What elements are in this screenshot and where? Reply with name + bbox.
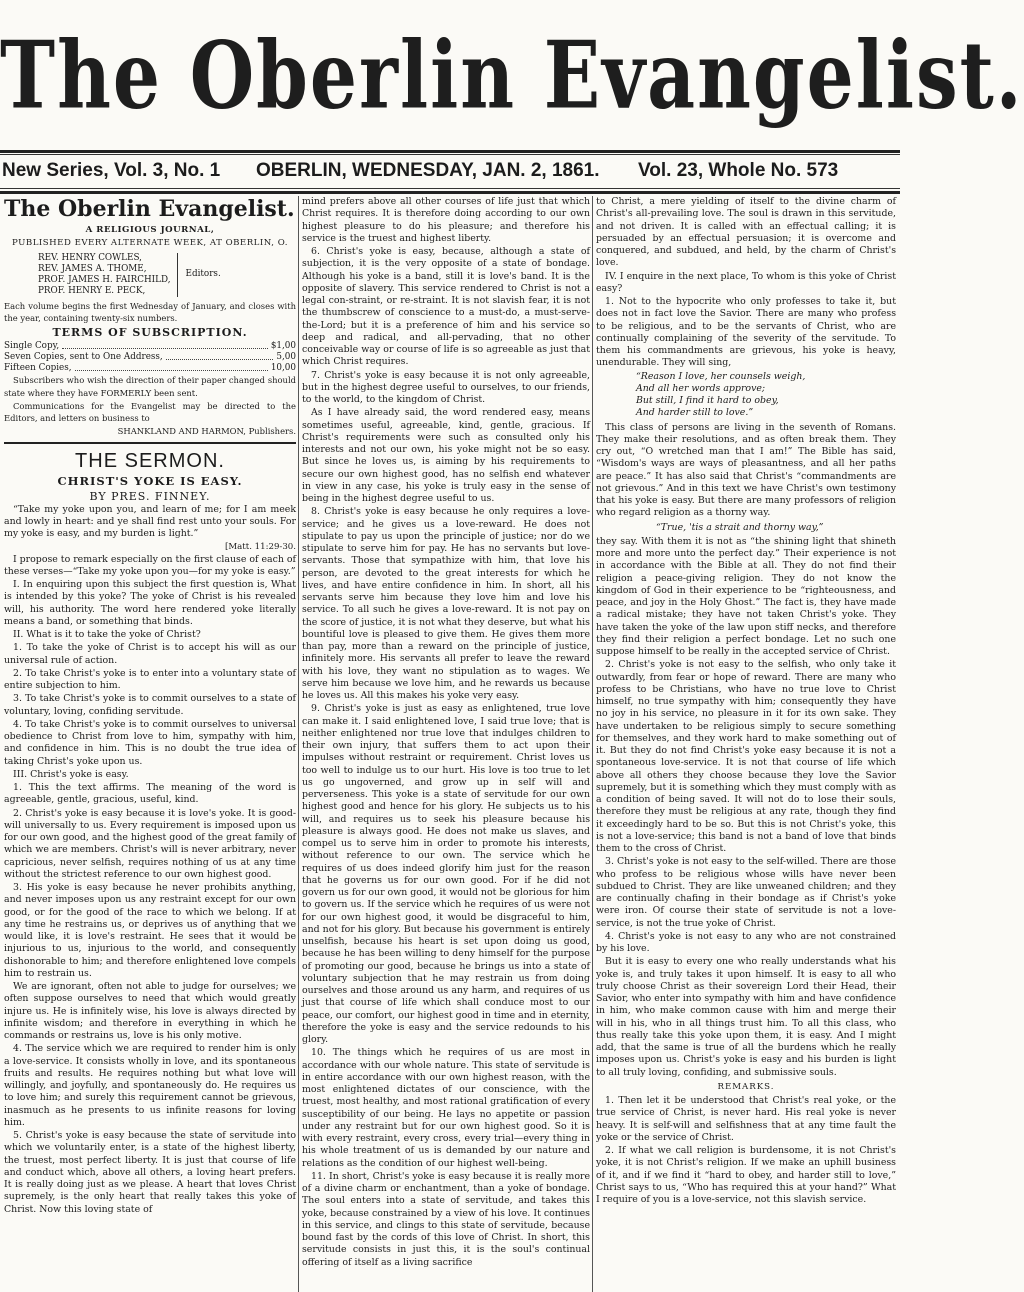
sermon-paragraph: This class of persons are living in the seventh of Romans. They make their resolutions, and as often break them. They cry out, “O wretched man that I am!” The Bible has said, “Wisdom's ways are ways of pleasantness, and all her paths are peace.” It has also said that Christ's “commandments are not grievous.” And in this text we have Christ's own testimony that his yoke is easy. But there are many professors of religion who regard religion as a thorny way. <box>596 421 896 519</box>
remarks-heading: REMARKS. <box>717 1081 775 1092</box>
scripture-citation: [Matt. 11:29-30. <box>225 542 296 553</box>
sermon-paragraph: they say. With them it is not as “the shining light that shineth more and more unto the perfect day.” Their experience is not in accordance with the Bible at all. They do not find their religion a peace-giving religion. They do not know the kingdom of God in their experience to be “righteousness, and peace, and joy in the Holy Ghost.” The fact is, they have made a radical mistake; they have not taken Christ's yoke. They have taken the yoke of the law upon stiff necks, and therefore they find their religion a perfect bondage. Let no such one suppose himself to be really in the accepted service of Christ. <box>596 535 896 657</box>
sermon-paragraph: 6. Christ's yoke is easy, because, although a state of subjection, it is the very opposite of a state of bondage. Although his yoke is a band, still it is love's band. It is the opposite of slavery. This service rendered to Christ is not a legal con-straint, or re-straint. It is not slavish fear, it is not the thumbscrew of conscience to a must-do, a must-serve-the-Lord; but it is a preference of him and his service so deep and radical, and all-pervading, that no other conceivable way or course of life is so agreeable as just that which Christ requires. <box>302 246 590 368</box>
issue-volume: Vol. 23, Whole No. 573 <box>638 160 839 181</box>
sermon-paragraph: I propose to remark especially on the first clause of each of these verses—“Take my yoke upon you—for my yoke is easy.” <box>4 553 296 577</box>
price-label: Seven Copies, sent to One Address, <box>4 352 163 363</box>
price-row <box>4 363 296 374</box>
editors-label: Editors. <box>185 269 221 279</box>
editor-name: REV. JAMES A. THOME, <box>38 263 147 274</box>
masthead-rule-top-thin <box>0 154 900 155</box>
sermon-paragraph: III. Christ's yoke is easy. <box>13 768 129 780</box>
sermon-paragraph: I. In enquiring upon this subject the first question is, What is intended by this yoke? The yoke of Christ is his revealed will, his authority. The word here rendered yoke literally means a band, or something that binds. <box>4 579 296 627</box>
box-subtitle: A RELIGIOUS JOURNAL, <box>85 225 215 235</box>
issue-series: New Series, Vol. 3, No. 1 <box>2 160 221 181</box>
sermon-paragraph: to Christ, a mere yielding of itself to the divine charm of Christ's all-prevailing love. The soul is drawn in this servitude, and not driven. It is called with an effectual calling; it is persuaded by an effectual persuasion; it is overcome and conquered, and subdued, and held, by the charm of Christ's love. <box>596 196 896 269</box>
publishers: SHANKLAND AND HARMON, Publishers. <box>117 426 296 437</box>
change-address-note: Subscribers who wish the direction of their paper changed should state where they have FORMERLY been sent. <box>4 375 296 398</box>
sermon-paragraph: But it is easy to every one who really understands what his yoke is, and truly takes it upon himself. It is easy to all who truly choose Christ as their sovereign Lord their Head, their Savior, who enter into sympathy with him and have confidence in him, who make common cause with him and merge their will in his, who in all things trust him. To all this class, who thus really take this yoke upon them, it is easy. And I might add, that the same is true of all the burdens which he really imposes upon us. Christ's yoke is easy and his burden is light to all truly loving, confiding, and submissive souls. <box>596 956 896 1078</box>
hymn-line: “True, 'tis a strait and thorny way,” <box>656 521 824 533</box>
sermon-heading: THE SERMON. <box>75 449 225 472</box>
sermon-byline: BY PRES. FINNEY. <box>89 489 211 503</box>
editors-block <box>4 253 296 297</box>
sermon-paragraph: 2. Christ's yoke is easy because it is love's yoke. It is good-will universally to us. Every requirement is imposed upon us for our own good, and the highest good of the great family of which we are members. Christ's will is never arbitrary, never capricious, never selfish, requires nothing of us at any time without the strictest reference to our own highest good. <box>4 807 296 880</box>
hymn-line: And harder still to love.” <box>636 407 754 419</box>
sermon-paragraph: As I have already said, the word rendered easy, means sometimes useful, agreeable, kind, gentle, gracious. If Christ's requirements were such as consulted only his interests and not our own, his yoke might not be so easy. But since he loves us, is aiming by his requirements to secure our own highest good, has no selfish end whatever in view in any case, his yoke is truly easy in the sense of being in the highest degree useful to us. <box>302 407 590 504</box>
hymn-line: “Reason I love, her counsels weigh, <box>636 370 806 382</box>
box-divider <box>4 442 296 444</box>
editor-name: PROF. JAMES H. FAIRCHILD, <box>38 274 171 285</box>
terms-heading: TERMS OF SUBSCRIPTION. <box>52 326 248 339</box>
issue-rule-2 <box>0 191 900 194</box>
column-1 <box>4 196 296 1292</box>
sermon-paragraph: 9. Christ's yoke is just as easy as enlightened, true love can make it. I said enlightened love, I said true love; that is neither enlightened nor true love that indulges children to their own injury, that suffers them to act upon their impulses without restraint or requirement. Christ loves us too well to indulge us to our hurt. His love is too true to let us go ungoverned, and grow up in self will and perverseness. This yoke is a state of servitude for our own highest good and hence for his glory. He subjects us to his will, and requires us to seek his pleasure because his pleasure is always good. He does not make us slaves, and compel us to serve him in order to promote his interests, without reference to our own. The service which he requires of us does indeed glorify him just for the reason that he governs us for our own good. For if he did not govern us for our own good, it would not be glorious for him to govern us. If the service which he requires of us were not for our own highest good, it would be disgraceful to him, and not for his glory. But because his government is entirely unselfish, because his heart is set upon doing us good, because he has been willing to deny himself for the purpose of promoting our good, because he brings us into a state of voluntary subjection that he may restrain us from doing ourselves and those around us any harm, and requires of us just that course of life which shall conduce most to our peace, our comfort, our highest good in time and in eternity, therefore the yoke is easy and the service redounds to his glory. <box>302 703 590 1045</box>
sermon-paragraph: 5. Christ's yoke is easy because the state of servitude into which we voluntarily enter, is a state of the highest liberty, the truest, most perfect liberty. It is just that course of life and conduct which, above all others, a loving heart prefers. It is really doing just as we please. A heart that loves Christ supremely, is the only heart that really takes this yoke of Christ. Now this loving state of <box>4 1130 296 1215</box>
sermon-paragraph: 1. Not to the hypocrite who only professes to take it, but does not in fact love the Savior. There are many who profess to be religious, and to be the servants of Christ, who are continually complaining of the severity of the servitude. To them his commandments are grievous, his yoke is heavy, unendurable. They will sing, <box>596 296 896 369</box>
sermon-title: CHRIST'S YOKE IS EASY. <box>57 473 243 488</box>
sermon-paragraph: 4. To take Christ's yoke is to commit ourselves to universal obedience to Christ from love to him, sympathy with him, and confidence in him. This is no doubt the true idea of taking Christ's yoke upon us. <box>4 718 296 767</box>
box-title: The Oberlin Evangelist. <box>4 196 295 222</box>
sermon-paragraph: 8. Christ's yoke is easy because he only requires a love-service; and he gives us a love-reward. He does not stipulate to pay us upon the principle of justice; nor do we stipulate to serve him for pay. He has no servants but love-servants. Those that sympathize with him, that love his person, are devoted to the great interests for which he lives, and have entire confidence in him. In short, all his servants serve him because they love him and love his service. To all such he gives a love-reward. It is not pay on the score of justice, it is not what they deserve, but what his bountiful love is pleased to give them. He gives them more than pay, more than a reward on the principle of justice, infinitely more. His servants all prefer to leave the reward with his love, they want no stipulation as to wages. We serve him because we love him, and he rewards us because he loves us. All this makes his yoke very easy. <box>302 506 590 701</box>
price-row <box>4 341 296 352</box>
sermon-paragraph: 3. Christ's yoke is not easy to the self-willed. There are those who profess to be religious whose wills have never been subdued to Christ. They are like unweaned children; and they are continually chafing in their bondage as if Christ's yoke were iron. Of course their state of servitude is not a love-service, is not the true yoke of Christ. <box>596 856 896 929</box>
price-value: 5,00 <box>276 352 296 363</box>
price-row <box>4 352 296 363</box>
sermon-paragraph: II. What is it to take the yoke of Christ? <box>13 629 201 640</box>
sermon-paragraph: 1. This the text affirms. The meaning of the word is agreeable, gentle, gracious, useful, kind. <box>4 782 296 806</box>
hymn-line: But still, I find it hard to obey, <box>636 395 779 406</box>
column-2 <box>302 196 590 1292</box>
issue-place-date: OBERLIN, WEDNESDAY, JAN. 2, 1861. <box>256 160 600 181</box>
volume-note: Each volume begins the first Wednesday of January, and closes with the year, containing twenty-six numbers. <box>4 300 296 323</box>
hymn-line: And all her words approve; <box>636 382 766 394</box>
sermon-paragraph: 7. Christ's yoke is easy because it is not only agreeable, but in the highest degree useful to ourselves, to our friends, to the world, to the kingdom of Christ. <box>302 369 590 405</box>
sermon-paragraph: 3. To take Christ's yoke is to commit ourselves to a state of voluntary, loving, confiding servitude. <box>4 693 296 717</box>
sermon-paragraph: 4. The service which we are required to render him is only a love-service. It consists wholly in love, and its spontaneous fruits and results. He requires nothing but what love will willingly, and joyfully, and spontaneously do. He requires us to love him; and surely this requirement cannot be grievous, inasmuch as he presents to us infinite reasons for loving him. <box>4 1043 296 1128</box>
masthead-title: The Oberlin Evangelist. <box>0 22 1024 130</box>
box-published: PUBLISHED EVERY ALTERNATE WEEK, AT OBERLIN, O. <box>12 238 288 249</box>
sermon-paragraph: 4. Christ's yoke is not easy to any who are not constrained by his love. <box>596 930 896 954</box>
sermon-paragraph: mind prefers above all other courses of life just that which Christ requires. It is therefore doing according to our own highest pleasure to do his pleasure; and therefore his service is the truest and highest liberty. <box>302 196 590 244</box>
sermon-paragraph: 11. In short, Christ's yoke is easy because it is really more of a divine charm or enchantment, than a yoke of bondage. The soul enters into a state of servitude, and takes this yoke, because constrained by a view of his love. It continues in this service, and clings to this state of servitude, because bound fast by the cords of this love of Christ. In short, this servitude consists in just this, it is the soul's continual offering of itself as a living sacrifice <box>302 1170 590 1268</box>
editor-name: PROF. HENRY E. PECK, <box>38 285 146 296</box>
issue-line <box>0 156 900 186</box>
issue-rule-1 <box>0 188 900 189</box>
sermon-paragraph: 10. The things which he requires of us are most in accordance with our whole nature. This state of servitude is in entire accordance with our own highest reason, with the most enlightened dictates of our conscience, with the truest, most healthy, and most rational gratification of every susceptibility of our being. He lays no appetite or passion under any restraint but for our own highest good. So it is with every restraint, every cross, every trial—every thing in his whole treatment of us is demanded by our nature and relations as the condition of our highest well-being. <box>302 1047 590 1169</box>
column-divider-1 <box>298 196 299 1292</box>
price-label: Single Copy, <box>4 341 60 352</box>
price-value: 10,00 <box>270 363 296 374</box>
column-3 <box>596 196 896 1292</box>
price-value: $1,00 <box>270 341 296 352</box>
sermon-paragraph: 3. His yoke is easy because he never prohibits anything, and never imposes upon us any restraint except for our own good, or for the good of the race to which we belong. If at any time he restrains us, or deprives us of anything that we would like, it is love's restraint. He sees that it would be injurious to us, injurious to the world, and consequently dishonorable to him; and therefore enlightened love compels him to restrain us. <box>4 882 296 979</box>
sermon-paragraph: We are ignorant, often not able to judge for ourselves; we often suppose ourselves to need that which would greatly injure us. He is infinitely wise, his love is always directed by infinite wisdom; and therefore in everything in which he commands or restrains us, love is his only motive. <box>4 981 296 1041</box>
scripture-text: “Take my yoke upon you, and learn of me; for I am meek and lowly in heart: and ye shall find rest unto your souls. For my yoke is easy, and my burden is light.” <box>4 503 296 539</box>
sermon-paragraph: IV. I enquire in the next place, To whom is this yoke of Christ easy? <box>596 270 896 294</box>
sermon-paragraph: 2. To take Christ's yoke is to enter into a voluntary state of entire subjection to him. <box>4 667 296 691</box>
sermon-paragraph: 1. To take the yoke of Christ is to accept his will as our universal rule of action. <box>4 642 296 666</box>
sermon-paragraph: 2. Christ's yoke is not easy to the selfish, who only take it outwardly, from fear or hope of reward. There are many who profess to be Christians, who have no true love to Christ himself, no true sympathy with him; consequently they have no joy in his service, no pleasure in it for its own sake. They have undertaken to be religious simply to secure something for themselves, and they work hard to make something out of it. But they do not find Christ's yoke easy because it is not a spontaneous love-service. It is not that course of life which above all others they choose because they love the Savior supremely, but it is something which they must comply with as a condition of being saved. It will not do to lose their souls, therefore they must be religious at any rate, though they find it exceedingly hard to be so. But this is not Christ's yoke, this is not a love-service; this band is not a band of love that binds them to the cross of Christ. <box>596 659 896 854</box>
column-divider-2 <box>592 196 593 1292</box>
masthead-rule-top <box>0 150 900 153</box>
sermon-paragraph: 1. Then let it be understood that Christ's real yoke, or the true service of Christ, is never hard. His real yoke is never heavy. It is self-will and selfishness that at any time fault the yoke or the service of Christ. <box>596 1095 896 1143</box>
masthead <box>0 6 1024 146</box>
price-label: Fifteen Copies, <box>4 363 72 374</box>
editor-name: REV. HENRY COWLES, <box>38 252 142 263</box>
communications-note: Communications for the Evangelist may be directed to the Editors, and letters on business to <box>4 400 296 423</box>
sermon-paragraph: 2. If what we call religion is burdensome, it is not Christ's yoke, it is not Christ's religion. If we make an uphill business of it, and if we find it “hard to obey, and harder still to love,” Christ says to us, “Who has required this at your hand?” What I require of you is a love-service, not this slavish service. <box>596 1145 896 1205</box>
